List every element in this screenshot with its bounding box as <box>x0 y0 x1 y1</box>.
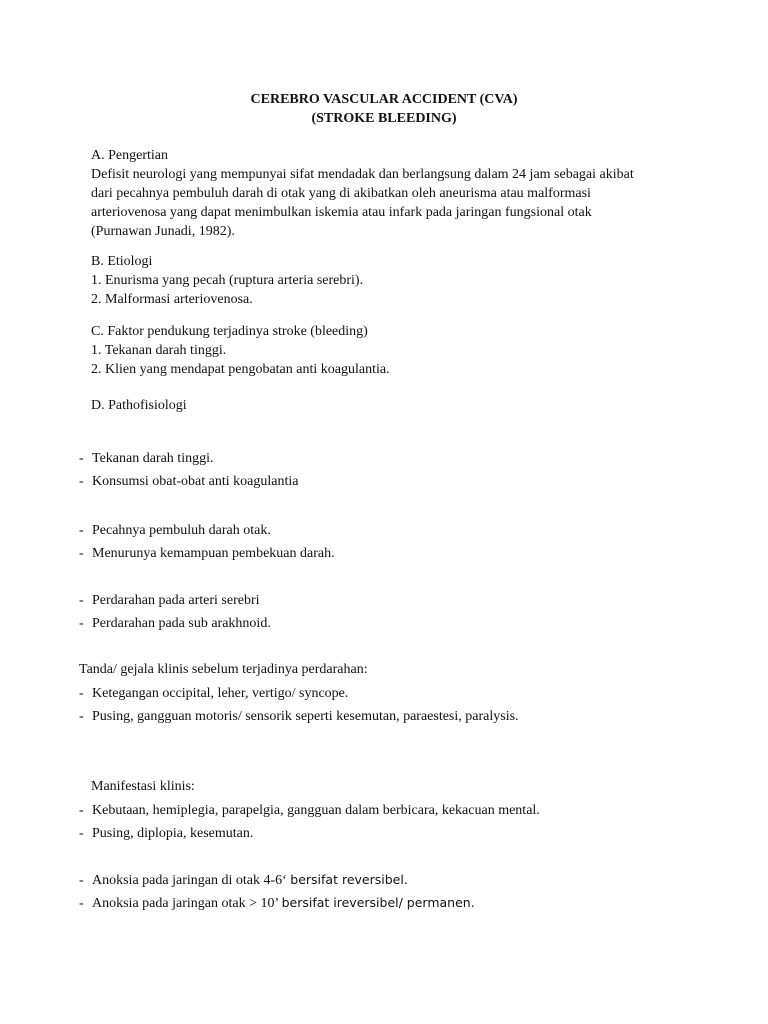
paragraph-line: Defisit neurologi yang mempunyai sifat mendadak dan berlangsung dalam 24 jam sebagai akibat <box>91 167 634 182</box>
dash-bullet: - <box>79 616 84 631</box>
bullet-text: Pecahnya pembuluh darah otak. <box>92 523 271 538</box>
bullet-item <box>79 447 719 470</box>
bullet-group-manifestasi <box>79 799 719 845</box>
dash-bullet: - <box>79 803 84 818</box>
section-etiologi <box>91 252 691 309</box>
paragraph-line: dari pecahnya pembuluh darah di otak yang di akibatkan oleh aneurisma atau malformasi <box>91 186 591 201</box>
bullet-text-suffix: bersifat reversibel. <box>290 872 408 887</box>
dash-bullet: - <box>79 686 84 701</box>
bullet-text: Menurunya kemampuan pembekuan darah. <box>92 546 335 561</box>
section-pengertian <box>91 146 691 241</box>
bullet-group-anoksia <box>79 868 719 914</box>
bullet-item <box>79 519 719 542</box>
bullet-group-tanda <box>79 682 719 728</box>
bullet-item <box>79 542 719 565</box>
dash-bullet: - <box>79 546 84 561</box>
dash-bullet: - <box>79 474 84 489</box>
section-heading: D. Pathofisiologi <box>91 398 187 413</box>
section-faktor <box>91 322 691 379</box>
bullet-group-1 <box>79 447 719 493</box>
dash-bullet: - <box>79 523 84 538</box>
bullet-item <box>79 891 719 914</box>
list-item: 2. Malformasi arteriovenosa. <box>91 292 253 307</box>
bullet-text: Tekanan darah tinggi. <box>92 451 214 466</box>
bullet-group-3 <box>79 589 719 635</box>
manifestasi-heading: Manifestasi klinis: <box>91 779 195 794</box>
bullet-item <box>79 799 719 822</box>
bullet-text: Ketegangan occipital, leher, vertigo/ syncope. <box>92 686 349 701</box>
paragraph-line: (Purnawan Junadi, 1982). <box>91 224 235 239</box>
bullet-text: Anoksia pada jaringan otak > 10’ <box>92 896 282 911</box>
bullet-text: Konsumsi obat-obat anti koagulantia <box>92 474 299 489</box>
dash-bullet: - <box>79 873 84 888</box>
paragraph-line: arteriovenosa yang dapat menimbulkan iskemia atau infark pada jaringan fungsional otak <box>91 205 592 220</box>
bullet-item <box>79 612 719 635</box>
section-heading: C. Faktor pendukung terjadinya stroke (bleeding) <box>91 324 368 339</box>
bullet-text: Pusing, gangguan motoris/ sensorik seperti kesemutan, paraestesi, paralysis. <box>92 709 519 724</box>
bullet-text: Perdarahan pada sub arakhnoid. <box>92 616 271 631</box>
section-patofisiologi <box>91 396 691 415</box>
section-heading: A. Pengertian <box>91 148 168 163</box>
list-item: 1. Enurisma yang pecah (ruptura arteria serebri). <box>91 273 364 288</box>
bullet-text: Anoksia pada jaringan di otak 4-6‘ <box>92 873 291 888</box>
dash-bullet: - <box>79 896 84 911</box>
dash-bullet: - <box>79 593 84 608</box>
tanda-heading: Tanda/ gejala klinis sebelum terjadinya perdarahan: <box>79 662 368 677</box>
document-subtitle: (STROKE BLEEDING) <box>311 111 457 126</box>
bullet-item <box>79 589 719 612</box>
document-title: CEREBRO VASCULAR ACCIDENT (CVA) <box>250 92 518 107</box>
list-item: 2. Klien yang mendapat pengobatan anti koagulantia. <box>91 362 390 377</box>
section-heading: B. Etiologi <box>91 254 153 269</box>
bullet-text: Kebutaan, hemiplegia, parapelgia, gangguan dalam berbicara, kekacuan mental. <box>92 803 540 818</box>
bullet-item <box>79 868 719 891</box>
dash-bullet: - <box>79 826 84 841</box>
bullet-text: Perdarahan pada arteri serebri <box>92 593 260 608</box>
bullet-item <box>79 682 719 705</box>
dash-bullet: - <box>79 709 84 724</box>
dash-bullet: - <box>79 451 84 466</box>
bullet-text: Pusing, diplopia, kesemutan. <box>92 826 254 841</box>
list-item: 1. Tekanan darah tinggi. <box>91 343 227 358</box>
bullet-group-2 <box>79 519 719 565</box>
bullet-item <box>79 705 719 728</box>
bullet-item <box>79 470 719 493</box>
bullet-text-suffix: bersifat ireversibel/ permanen. <box>281 895 475 910</box>
bullet-item <box>79 822 719 845</box>
